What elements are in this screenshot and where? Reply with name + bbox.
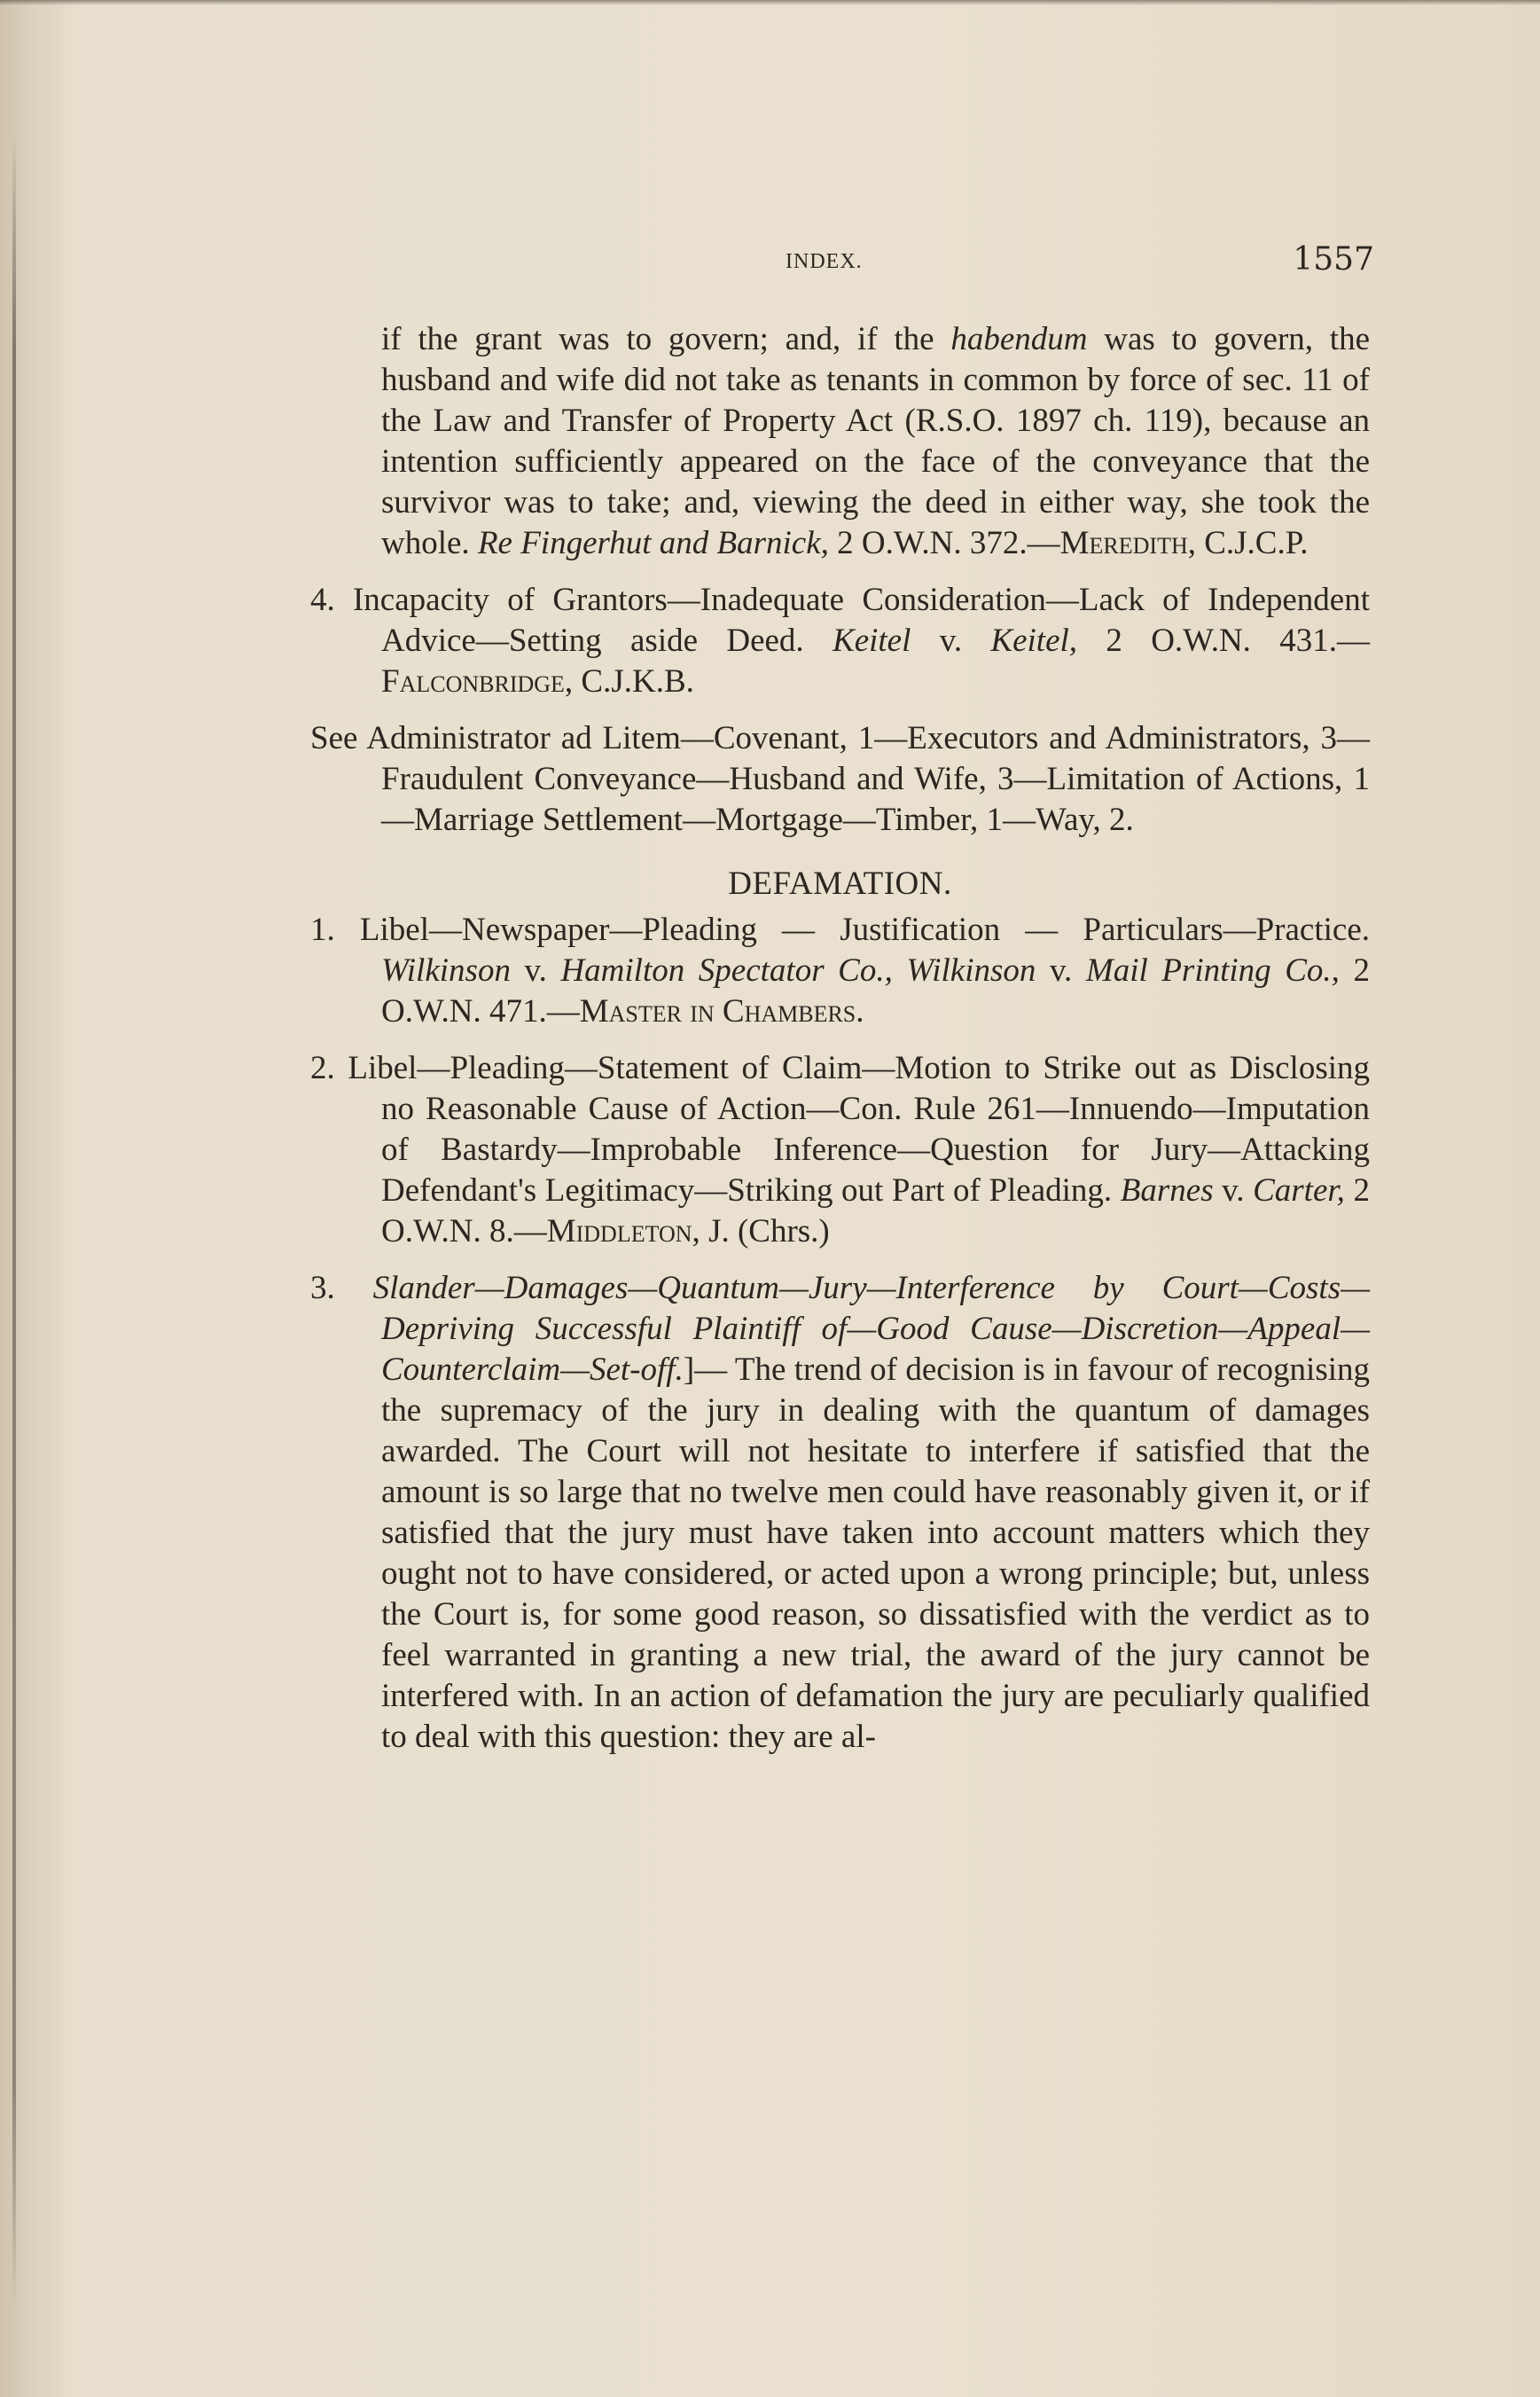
page-top-edge xyxy=(0,0,1540,5)
entry-number: 1. xyxy=(310,912,335,948)
entry-text: Libel—Pleading—Statement of Claim—Motion to Strike out as Disclosing no Reasonable Cause of Action—Con. Rule 261—Innuendo—Imputation of Bastardy—Improbable Inference—Question for Jury—Attacking Defendant's Legitimacy—Striking out Part of Pleading. xyxy=(334,1050,1370,1209)
text-run: if the grant was to govern; and, if the xyxy=(381,321,951,357)
judge-title: J. (Chrs.) xyxy=(700,1213,830,1249)
judge-title: C.J.C.P. xyxy=(1195,525,1309,561)
entry-4 xyxy=(310,580,1370,702)
judge-name: Falconbridge, xyxy=(381,663,574,700)
citation: 2 O.W.N. 431.— xyxy=(1077,623,1370,659)
versus: v. xyxy=(510,952,561,989)
case-name: Keitel, xyxy=(990,623,1078,659)
judge-name: Meredith, xyxy=(1059,525,1196,561)
judge-name: Middleton, xyxy=(546,1213,700,1249)
text-run: was to govern, the husband and wife did not take as tenants in common by force of sec. 11 of the Law and Transfer of Property Act (R.S.O. 1897 ch. 119), because an intention sufficiently appeared on the face of the conveyance that the survivor was to take; and, viewing the deed in either way, she took the whole. xyxy=(381,321,1370,561)
case-name: Hamilton Spectator Co., Wilkinson xyxy=(560,952,1036,989)
case-name: Wilkinson xyxy=(381,952,511,989)
defamation-entry-3 xyxy=(310,1268,1370,1758)
judge-name: Master in Chambers. xyxy=(579,993,864,1030)
running-head: INDEX. xyxy=(786,250,863,273)
case-name: Mail Printing Co., xyxy=(1085,952,1340,989)
defamation-entry-2 xyxy=(310,1048,1370,1252)
entry-heading: Slander—Damages—Quantum—Jury—Interference by Court—Costs—Depriving Successful Plaintiff of—Good Cause—Discretion—Appeal—Counterclaim—Set-off. xyxy=(334,1270,1370,1388)
entry-text: ]— The trend of decision is in favour of recognising the supremacy of the jury in dealing with the quantum of damages awarded. The Court will not hesitate to interfere if satisfied that the amount is so large that no twelve men could have reasonably given it, or if satisfied that the jury must have taken into account matters which they ought not to have considered, or acted upon a wrong principle; but, unless the Court is, for some good reason, so dissatisfied with the verdict as to feel warranted in granting a new trial, the award of the jury cannot be interfered with. In an action of defamation the jury are peculiarly qualified to deal with this question: they are al- xyxy=(381,1351,1370,1755)
citation: 2 O.W.N. 471.— xyxy=(381,952,1370,1030)
section-title: DEFAMATION. xyxy=(728,866,952,902)
binding-gutter xyxy=(12,133,16,2306)
versus: v. xyxy=(1213,1172,1254,1209)
case-name: Barnes xyxy=(1120,1172,1214,1209)
continued-entry xyxy=(310,319,1370,564)
case-name: Re Fingerhut and Barnick, xyxy=(477,525,829,561)
citation: 2 O.W.N. 8.— xyxy=(381,1172,1370,1249)
judge-title: C.J.K.B. xyxy=(573,663,694,700)
index-text xyxy=(310,319,1370,1758)
page-number: 1557 xyxy=(1293,241,1374,278)
citation: 2 O.W.N. 372.— xyxy=(828,525,1060,561)
entry-text: Libel—Newspaper—Pleading — Justification — Particulars—Practice. xyxy=(334,912,1370,948)
see-also: See Administrator ad Litem—Covenant, 1—Executors and Administrators, 3—Fraudulent Conveyance—Husband and Wife, 3—Limitation of Actions, 1—Marriage Settlement—Mortgage—Timber, 1—Way, 2. xyxy=(310,720,1370,838)
case-name: Carter, xyxy=(1253,1172,1345,1209)
case-name: Keitel xyxy=(833,623,911,659)
italic-term: habendum xyxy=(950,321,1088,357)
defamation-entry-1 xyxy=(310,910,1370,1032)
entry-number: 3. xyxy=(310,1270,335,1306)
entry-number: 2. xyxy=(310,1050,335,1086)
page-header xyxy=(310,241,1374,294)
versus: v. xyxy=(1036,952,1086,989)
entry-text: Incapacity of Grantors—Inadequate Consideration—Lack of Independent Advice—Setting aside Deed. xyxy=(334,582,1370,659)
versus: v. xyxy=(911,623,991,659)
entry-number: 4. xyxy=(310,582,335,618)
